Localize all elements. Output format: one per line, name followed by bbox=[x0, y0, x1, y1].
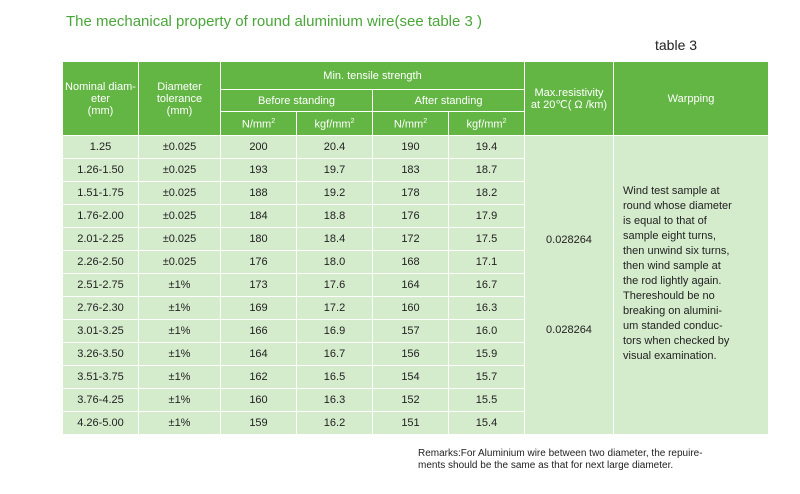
cell-tol: ±0.025 bbox=[139, 159, 221, 182]
cell-ak: 17.1 bbox=[449, 251, 525, 274]
cell-bk: 18.4 bbox=[297, 228, 373, 251]
warpping-line: the rod lightly again. bbox=[623, 275, 722, 287]
cell-bn: 193 bbox=[221, 159, 297, 182]
warpping-line: um standed conduc- bbox=[623, 320, 723, 332]
cell-bk: 16.3 bbox=[297, 389, 373, 412]
cell-an: 178 bbox=[373, 182, 449, 205]
cell-tol: ±0.025 bbox=[139, 251, 221, 274]
cell-bk: 16.7 bbox=[297, 343, 373, 366]
cell-tol: ±1% bbox=[139, 343, 221, 366]
cell-an: 183 bbox=[373, 159, 449, 182]
warpping-line: is equal to that of bbox=[623, 215, 707, 227]
cell-bk: 17.6 bbox=[297, 274, 373, 297]
cell-bn: 184 bbox=[221, 205, 297, 228]
page-title: The mechanical property of round aluminium wire(see table 3 ) bbox=[66, 13, 483, 30]
warpping-line: then unwind six turns, bbox=[623, 245, 730, 257]
cell-ak: 17.5 bbox=[449, 228, 525, 251]
warpping-line: breaking on alumini- bbox=[623, 305, 723, 317]
cell-an: 152 bbox=[373, 389, 449, 412]
cell-ak: 18.7 bbox=[449, 159, 525, 182]
warpping-line: Wind test sample at bbox=[623, 185, 720, 197]
remarks: Remarks:For Aluminium wire between two diameter, the repuire- ments should be the same as that for next large diameter. bbox=[418, 448, 703, 471]
cell-bk: 18.0 bbox=[297, 251, 373, 274]
cell-tol: ±1% bbox=[139, 389, 221, 412]
cell-an: 172 bbox=[373, 228, 449, 251]
cell-bn: 176 bbox=[221, 251, 297, 274]
cell-bk: 19.7 bbox=[297, 159, 373, 182]
warpping-line: tors when checked by bbox=[623, 335, 730, 347]
cell-dia: 1.25 bbox=[63, 136, 139, 159]
cell-tol: ±0.025 bbox=[139, 136, 221, 159]
cell-bk: 20.4 bbox=[297, 136, 373, 159]
header-warpping: Warpping bbox=[614, 62, 769, 136]
warpping-line: then wind sample at bbox=[623, 260, 721, 272]
resistivity-value: 0.028264 bbox=[546, 234, 592, 246]
header-before-standing: Before standing bbox=[221, 90, 373, 112]
cell-dia: 3.26-3.50 bbox=[63, 343, 139, 366]
cell-bn: 166 bbox=[221, 320, 297, 343]
cell-dia: 4.26-5.00 bbox=[63, 412, 139, 435]
cell-warpping-text bbox=[614, 136, 769, 435]
cell-ak: 17.9 bbox=[449, 205, 525, 228]
warpping-line: sample eight turns, bbox=[623, 230, 716, 242]
cell-dia: 2.26-2.50 bbox=[63, 251, 139, 274]
cell-an: 160 bbox=[373, 297, 449, 320]
cell-bk: 16.5 bbox=[297, 366, 373, 389]
cell-an: 157 bbox=[373, 320, 449, 343]
cell-max-resistivity bbox=[525, 136, 614, 435]
cell-tol: ±1% bbox=[139, 320, 221, 343]
cell-ak: 15.9 bbox=[449, 343, 525, 366]
header-max-resistivity: Max.resistivity at 20℃( Ω /km) bbox=[525, 62, 614, 136]
cell-an: 154 bbox=[373, 366, 449, 389]
cell-bn: 173 bbox=[221, 274, 297, 297]
header-after-standing: After standing bbox=[373, 90, 525, 112]
cell-an: 168 bbox=[373, 251, 449, 274]
cell-dia: 1.26-1.50 bbox=[63, 159, 139, 182]
cell-an: 190 bbox=[373, 136, 449, 159]
cell-dia: 2.01-2.25 bbox=[63, 228, 139, 251]
header-diameter-tolerance: Diameter tolerance (mm) bbox=[139, 62, 221, 136]
table-row bbox=[63, 136, 769, 159]
cell-ak: 16.7 bbox=[449, 274, 525, 297]
cell-an: 164 bbox=[373, 274, 449, 297]
cell-ak: 15.4 bbox=[449, 412, 525, 435]
cell-ak: 16.0 bbox=[449, 320, 525, 343]
cell-bn: 162 bbox=[221, 366, 297, 389]
warpping-line: Thereshould be no bbox=[623, 290, 715, 302]
cell-bn: 180 bbox=[221, 228, 297, 251]
cell-ak: 15.7 bbox=[449, 366, 525, 389]
cell-dia: 3.01-3.25 bbox=[63, 320, 139, 343]
cell-dia: 1.51-1.75 bbox=[63, 182, 139, 205]
cell-tol: ±1% bbox=[139, 297, 221, 320]
header-min-tensile-strength: Min. tensile strength bbox=[221, 62, 525, 90]
cell-an: 151 bbox=[373, 412, 449, 435]
cell-dia: 2.76-2.30 bbox=[63, 297, 139, 320]
cell-bn: 169 bbox=[221, 297, 297, 320]
cell-dia: 3.51-3.75 bbox=[63, 366, 139, 389]
cell-an: 156 bbox=[373, 343, 449, 366]
cell-bk: 16.2 bbox=[297, 412, 373, 435]
cell-dia: 3.76-4.25 bbox=[63, 389, 139, 412]
header-nominal-diameter: Nominal diam- eter (mm) bbox=[63, 62, 139, 136]
cell-dia: 1.76-2.00 bbox=[63, 205, 139, 228]
cell-bn: 188 bbox=[221, 182, 297, 205]
cell-bn: 200 bbox=[221, 136, 297, 159]
cell-ak: 15.5 bbox=[449, 389, 525, 412]
cell-dia: 2.51-2.75 bbox=[63, 274, 139, 297]
cell-tol: ±1% bbox=[139, 366, 221, 389]
header-unit-nmm2-before: $N/mm^2$ bbox=[221, 112, 297, 136]
cell-bk: 18.8 bbox=[297, 205, 373, 228]
resistivity-value: 0.028264 bbox=[546, 324, 592, 336]
cell-bn: 159 bbox=[221, 412, 297, 435]
header-unit-kgfmm2-after: kgf/$mm^2$ bbox=[449, 112, 525, 136]
cell-ak: 19.4 bbox=[449, 136, 525, 159]
cell-tol: ±0.025 bbox=[139, 182, 221, 205]
mechanical-property-table bbox=[62, 61, 769, 435]
warpping-line: round whose diameter bbox=[623, 200, 732, 212]
warpping-line: visual examination. bbox=[623, 350, 717, 362]
cell-bn: 160 bbox=[221, 389, 297, 412]
cell-an: 176 bbox=[373, 205, 449, 228]
cell-ak: 18.2 bbox=[449, 182, 525, 205]
cell-bk: 16.9 bbox=[297, 320, 373, 343]
cell-bn: 164 bbox=[221, 343, 297, 366]
cell-bk: 17.2 bbox=[297, 297, 373, 320]
cell-bk: 19.2 bbox=[297, 182, 373, 205]
cell-ak: 16.3 bbox=[449, 297, 525, 320]
table-label: table 3 bbox=[655, 37, 698, 53]
cell-tol: ±0.025 bbox=[139, 228, 221, 251]
header-unit-kgfmm2-before: kgf/$mm^2$ bbox=[297, 112, 373, 136]
cell-tol: ±1% bbox=[139, 274, 221, 297]
cell-tol: ±0.025 bbox=[139, 205, 221, 228]
cell-tol: ±1% bbox=[139, 412, 221, 435]
header-unit-nmm2-after: $N/mm^2$ bbox=[373, 112, 449, 136]
